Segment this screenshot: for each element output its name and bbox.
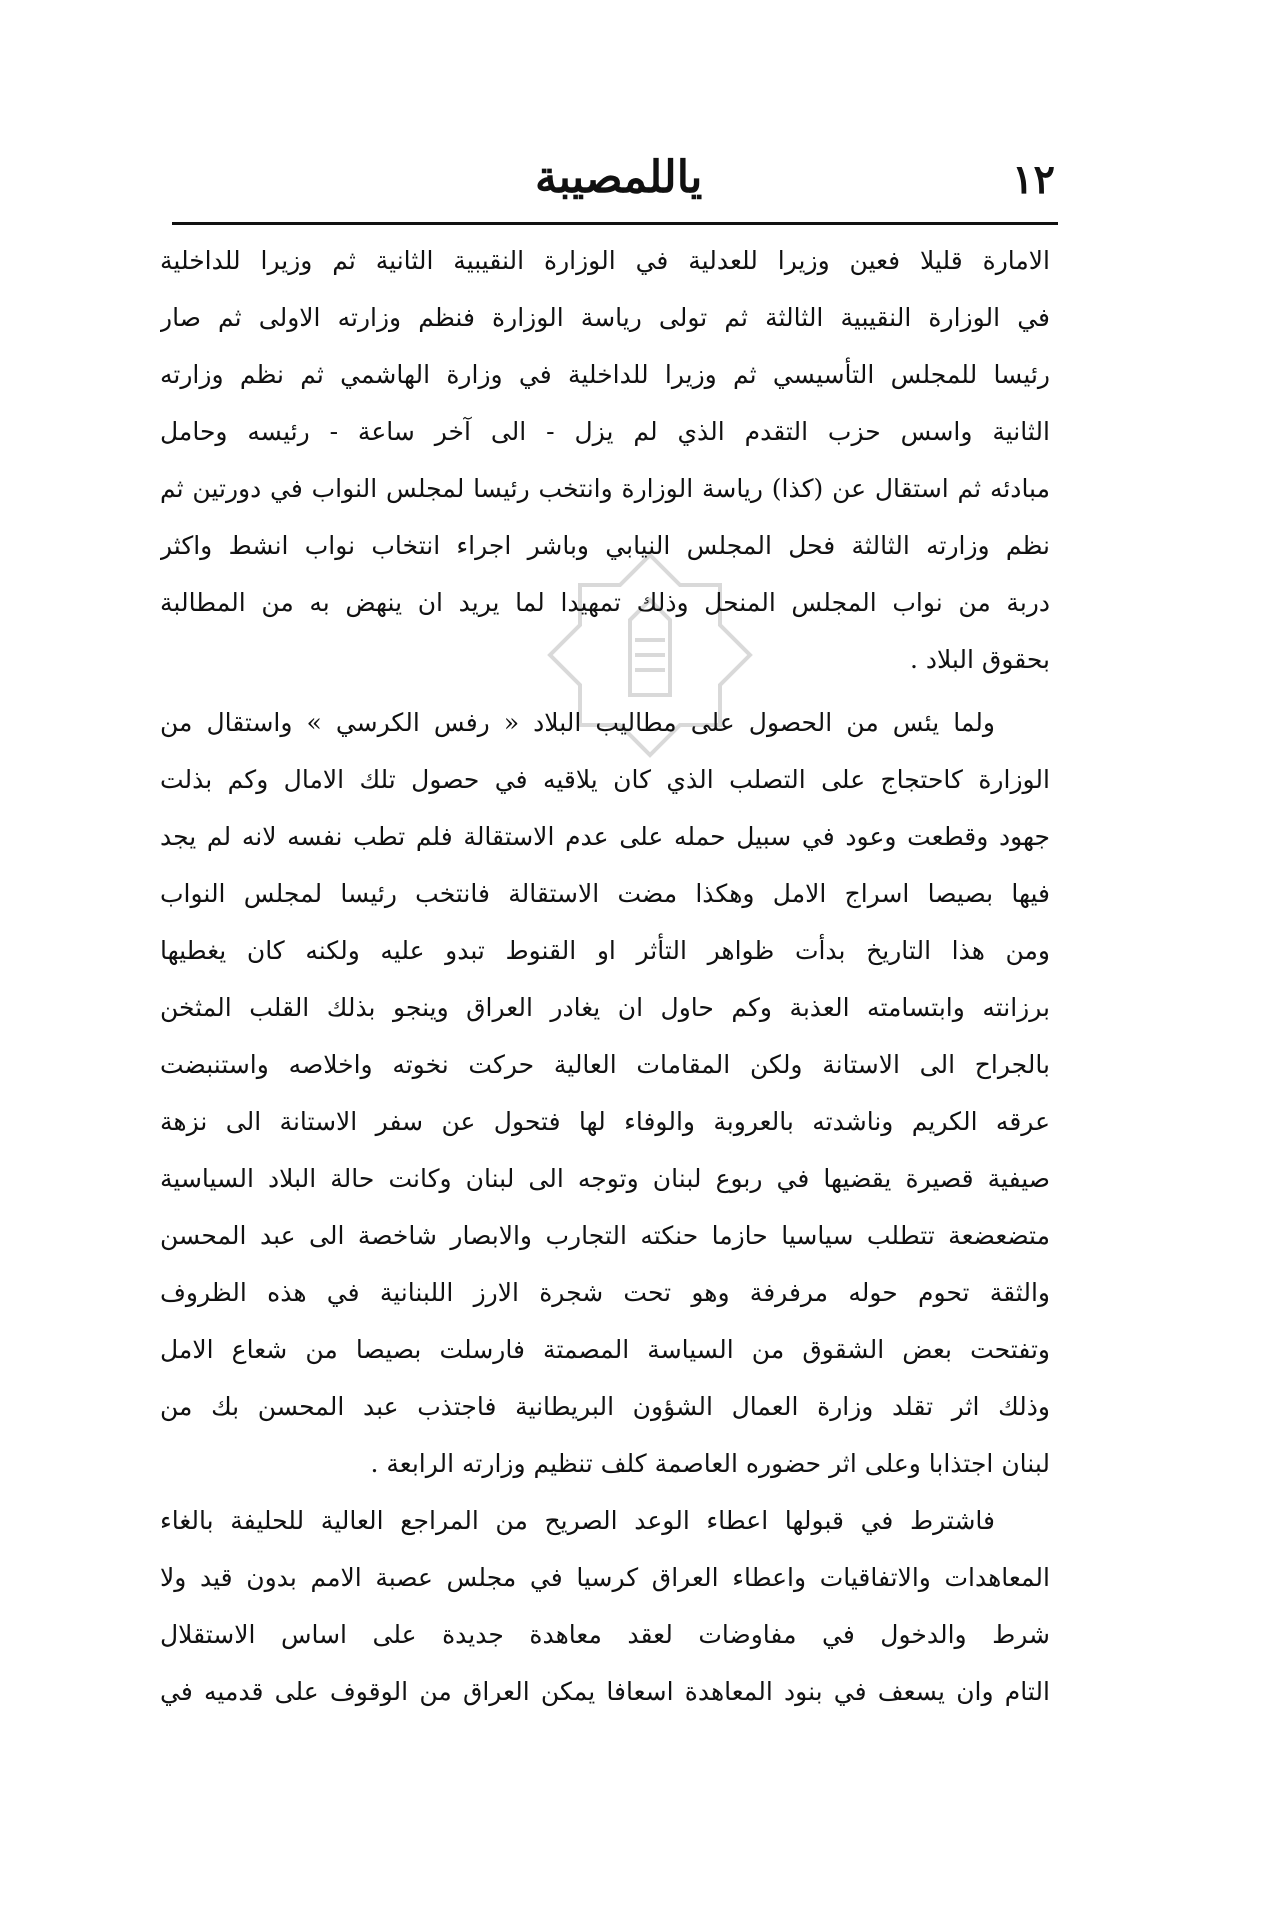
body-line: الوزارة كاحتجاج على التصلب الذي كان يلاقيه في حصول تلك الامال وكم بذلت xyxy=(160,765,1050,794)
body-line: دربة من نواب المجلس المنحل وذلك تمهيدا لما يريد ان ينهض به من المطالبة xyxy=(160,588,1050,617)
paragraph-start-line: ولما يئس من الحصول على مطاليب البلاد « رفس الكرسي » واستقال من xyxy=(160,708,995,737)
body-line: عرقه الكريم وناشدته بالعروبة والوفاء لها فتحول عن سفر الاستانة الى نزهة xyxy=(160,1107,1050,1136)
body-text xyxy=(160,232,1050,1720)
body-line: جهود وقطعت وعود في سبيل حمله على عدم الاستقالة فلم تطب نفسه لانه لم يجد xyxy=(160,822,1050,851)
running-title: ياللمصيبة xyxy=(535,152,703,203)
body-line: في الوزارة النقيبية الثالثة ثم تولى رياسة الوزارة فنظم وزارته الاولى ثم صار xyxy=(160,303,1050,332)
body-line: فيها بصيصا اسراج الامل وهكذا مضت الاستقالة فانتخب رئيسا لمجلس النواب xyxy=(160,879,1050,908)
body-line: المعاهدات والاتفاقيات واعطاء العراق كرسيا في مجلس عصبة الامم بدون قيد ولا xyxy=(160,1563,1050,1592)
body-line: لبنان اجتذابا وعلى اثر حضوره العاصمة كلف تنظيم وزارته الرابعة . xyxy=(370,1449,1050,1478)
body-line: وتفتحت بعض الشقوق من السياسة المصمتة فارسلت بصيصا من شعاع الامل xyxy=(160,1335,1050,1364)
body-line: الثانية واسس حزب التقدم الذي لم يزل - الى آخر ساعة - رئيسه وحامل xyxy=(160,417,1050,446)
paragraph-start-line: فاشترط في قبولها اعطاء الوعد الصريح من المراجع العالية للحليفة بالغاء xyxy=(160,1506,995,1535)
body-line: وذلك اثر تقلد وزارة العمال الشؤون البريطانية فاجتذب عبد المحسن بك من xyxy=(160,1392,1050,1421)
header-rule xyxy=(172,222,1058,225)
body-line: مبادئه ثم استقال عن (كذا) رياسة الوزارة وانتخب رئيسا لمجلس النواب في دورتين ثم xyxy=(160,474,1050,503)
body-line: رئيسا للمجلس التأسيسي ثم وزيرا للداخلية في وزارة الهاشمي ثم نظم وزارته xyxy=(160,360,1050,389)
body-line: صيفية قصيرة يقضيها في ربوع لبنان وتوجه الى لبنان وكانت حالة البلاد السياسية xyxy=(160,1164,1050,1193)
body-line: بالجراح الى الاستانة ولكن المقامات العالية حركت نخوته واخلاصه واستنبضت xyxy=(160,1050,1050,1079)
body-line: والثقة تحوم حوله مرفرفة وهو تحت شجرة الارز اللبنانية في هذه الظروف xyxy=(160,1278,1050,1307)
body-line: متضعضعة تتطلب سياسيا حازما حنكته التجارب والابصار شاخصة الى عبد المحسن xyxy=(160,1221,1050,1250)
body-line: الامارة قليلا فعين وزيرا للعدلية في الوزارة النقيبية الثانية ثم وزيرا للداخلية xyxy=(160,246,1050,275)
body-line: نظم وزارته الثالثة فحل المجلس النيابي وباشر اجراء انتخاب نواب انشط واكثر xyxy=(160,531,1050,560)
body-line: ومن هذا التاريخ بدأت ظواهر التأثر او القنوط تبدو عليه ولكنه كان يغطيها xyxy=(160,936,1050,965)
body-line: بحقوق البلاد . xyxy=(909,645,1050,674)
page-header xyxy=(175,150,1055,210)
page-number: ١٢ xyxy=(1012,156,1055,203)
body-line: شرط والدخول في مفاوضات لعقد معاهدة جديدة على اساس الاستقلال xyxy=(160,1620,1050,1649)
body-line: التام وان يسعف في بنود المعاهدة اسعافا يمكن العراق من الوقوف على قدميه في xyxy=(160,1677,1050,1706)
body-line: برزانته وابتسامته العذبة وكم حاول ان يغادر العراق وينجو بذلك القلب المثخن xyxy=(160,993,1050,1022)
